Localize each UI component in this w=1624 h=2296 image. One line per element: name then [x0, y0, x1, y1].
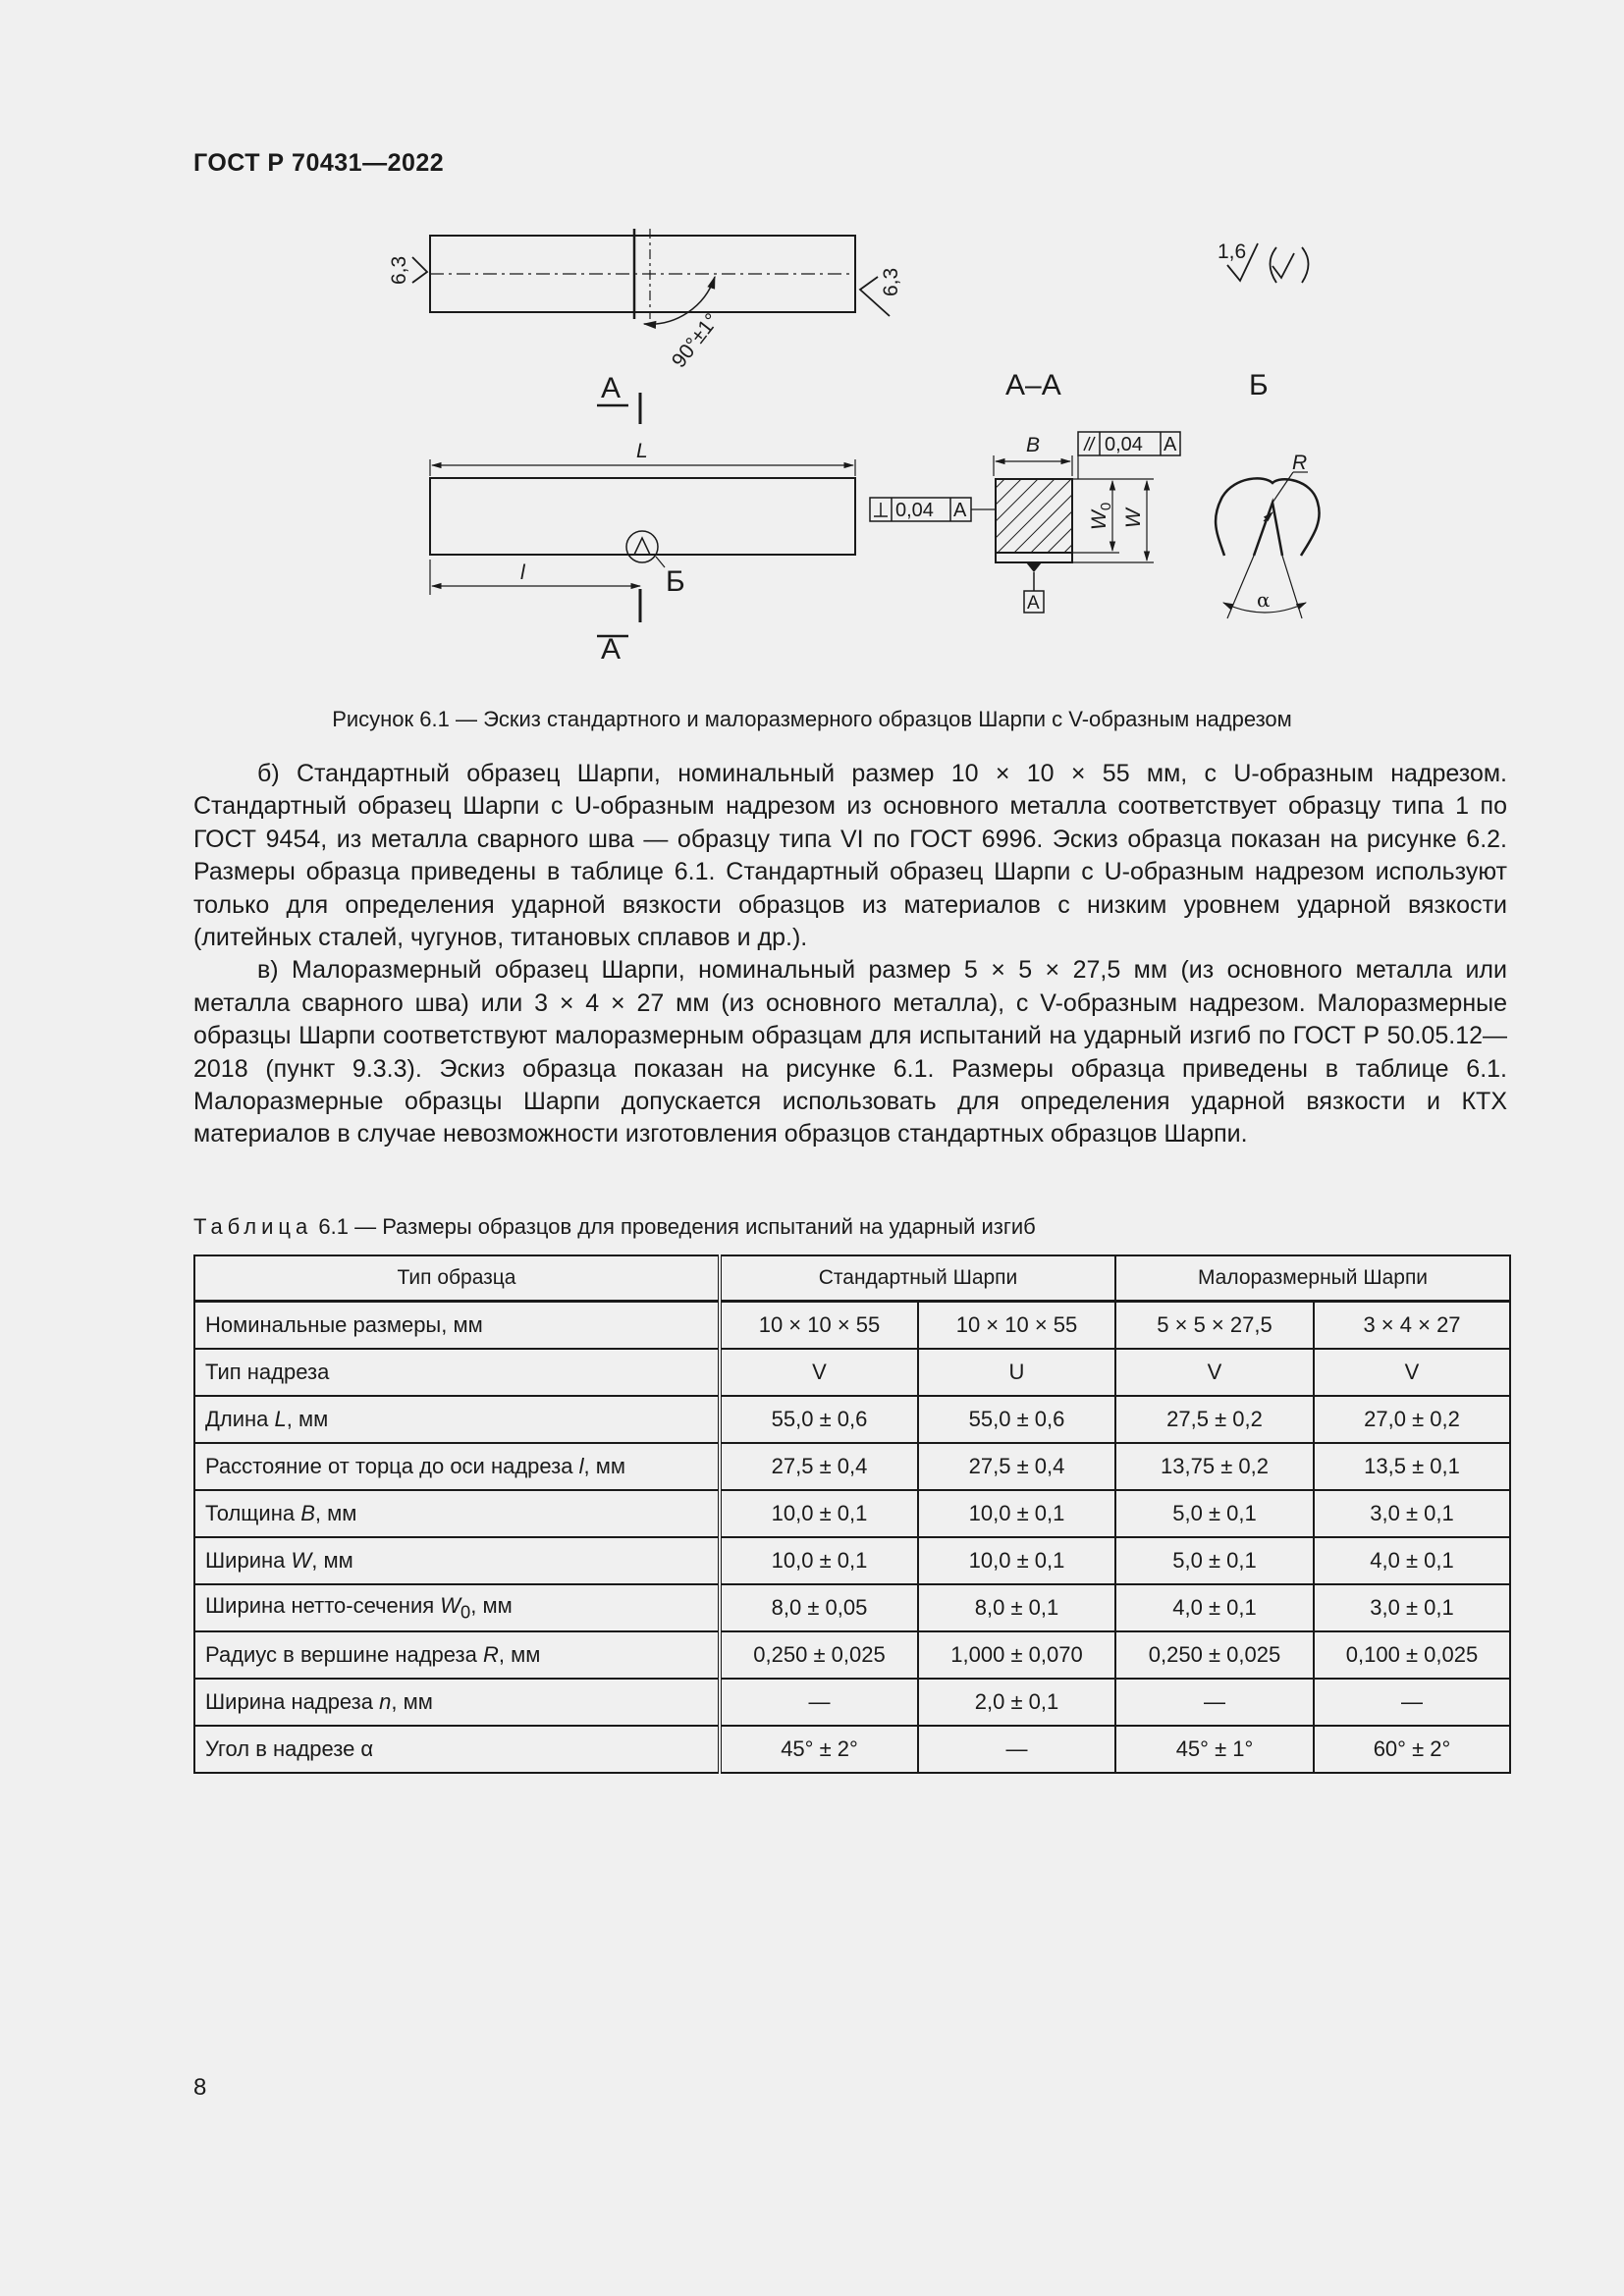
table-row	[194, 1302, 1510, 1350]
row-label-variable: B	[300, 1501, 315, 1525]
dim-alpha-label: α	[1257, 588, 1271, 612]
row-label-variable: l	[578, 1454, 584, 1478]
table-cell: 4,0 ± 0,1	[1115, 1584, 1314, 1631]
row-label-text: Ширина нетто-сечения	[205, 1592, 441, 1618]
table-row	[194, 1349, 1510, 1396]
row-label	[194, 1584, 720, 1631]
table-cell: V	[720, 1349, 918, 1396]
section-title: А–А	[1005, 369, 1061, 401]
row-label-unit: , мм	[286, 1407, 329, 1431]
header-small: Малоразмерный Шарпи	[1115, 1255, 1510, 1302]
angle-label: 90°±1°	[667, 308, 724, 373]
table-cell: V	[1314, 1349, 1510, 1396]
roughness-right: 6,3	[880, 267, 902, 296]
row-label-text: Ширина	[205, 1548, 292, 1573]
side-view	[430, 372, 855, 666]
detail-title: Б	[1249, 369, 1269, 401]
row-label-unit: , мм	[314, 1501, 357, 1525]
dim-W0-label: $W_0$	[1088, 502, 1114, 530]
dim-B-label: B	[1026, 434, 1041, 456]
table-cell: 13,75 ± 0,2	[1115, 1443, 1314, 1490]
row-label: Номинальные размеры, мм	[194, 1302, 720, 1350]
table-row	[194, 1679, 1510, 1726]
top-view	[388, 229, 902, 372]
table-row	[194, 1631, 1510, 1679]
table-cell: 45° ± 2°	[720, 1726, 918, 1773]
row-label-variable: W	[440, 1592, 461, 1618]
row-label	[194, 1537, 720, 1584]
table-row	[194, 1726, 1510, 1773]
dim-R-label: R	[1292, 452, 1308, 474]
table-cell: —	[918, 1726, 1115, 1773]
roughness-general-value: 1,6	[1218, 240, 1247, 263]
table-cell: 3,0 ± 0,1	[1314, 1490, 1510, 1537]
dim-L-label: L	[636, 440, 648, 462]
table-cell: U	[918, 1349, 1115, 1396]
header-standard: Стандартный Шарпи	[720, 1255, 1115, 1302]
table-row	[194, 1443, 1510, 1490]
general-roughness-symbol	[1218, 240, 1309, 283]
table-row	[194, 1490, 1510, 1537]
table-cell: 10,0 ± 0,1	[918, 1490, 1115, 1537]
detail-b	[1216, 369, 1320, 618]
table-cell: 27,0 ± 0,2	[1314, 1396, 1510, 1443]
table-row	[194, 1584, 1510, 1631]
paragraph-v: в) Малоразмерный образец Шарпи, номинальный размер 5 × 5 × 27,5 мм (из основного металла или металла сварного шва) или 3 × 4 × 27 мм (из основного металла), с V-образным надрезом. Малоразмерные образцы Шарпи соответствуют малоразмерным образцам для испытаний на ударный изгиб по ГОСТ Р 50.05.12—2018 (пункт 9.3.3). Эскиз образца показан на рисунке 6.1. Размеры образца приведены в таблице 6.1. Малоразмерные образцы Шарпи допускается использовать для определения ударной вязкости и КТХ материалов в случае невозможности изготовления образцов стандартных образцов Шарпи.	[193, 956, 1507, 1148]
table-cell: 10 × 10 × 55	[918, 1302, 1115, 1350]
detail-label: Б	[666, 565, 685, 598]
table-cell: 8,0 ± 0,1	[918, 1584, 1115, 1631]
row-label-unit: , мм	[391, 1689, 433, 1714]
figure-caption: Рисунок 6.1 — Эскиз стандартного и малоразмерного образцов Шарпи с V-образным надрезом	[332, 707, 1292, 731]
specimen-dimensions-table	[193, 1255, 1511, 1774]
parallelism-tolerance-frame	[1078, 432, 1180, 479]
row-label-text: Ширина надреза	[205, 1689, 380, 1714]
paragraph-b: б) Стандартный образец Шарпи, номинальный размер 10 × 10 × 55 мм, с U-образным надрезом. Стандартный образец Шарпи с U-образным надрезом из основного металла соответствует образцу типа 1 по ГОСТ 9454, из металла сварного шва — образцу типа VI по ГОСТ 6996. Эскиз образца показан на рисунке 6.2. Размеры образца приведены в таблице 6.1. Стандартный образец Шарпи с U-образным надрезом используют только для определения ударной вязкости образцов из материалов с низким уровнем ударной вязкости (литейных сталей, чугунов, титановых сплавов и др.).	[193, 760, 1507, 952]
table-cell: 10,0 ± 0,1	[918, 1537, 1115, 1584]
perpendicularity-value: 0,04	[895, 500, 934, 521]
table-cell: 8,0 ± 0,05	[720, 1584, 918, 1631]
row-label-variable: W	[291, 1548, 312, 1573]
row-label-unit: , мм	[311, 1548, 353, 1573]
row-label-subscript: 0	[460, 1601, 471, 1623]
table-cell: V	[1115, 1349, 1314, 1396]
row-label	[194, 1631, 720, 1679]
section-mark-bottom: А	[601, 633, 622, 666]
row-label	[194, 1396, 720, 1443]
table-cell: 27,5 ± 0,4	[720, 1443, 918, 1490]
table-cell: 27,5 ± 0,2	[1115, 1396, 1314, 1443]
row-label-variable: n	[379, 1689, 392, 1714]
table-cell: 5 × 5 × 27,5	[1115, 1302, 1314, 1350]
row-label-text: Длина	[205, 1407, 275, 1431]
dim-l-label: l	[520, 561, 525, 584]
table-cell: —	[1115, 1679, 1314, 1726]
table-cell: 0,250 ± 0,025	[1115, 1631, 1314, 1679]
table-cell: 5,0 ± 0,1	[1115, 1537, 1314, 1584]
header-specimen-type: Тип образца	[194, 1255, 720, 1302]
table-cell: 13,5 ± 0,1	[1314, 1443, 1510, 1490]
table-cell: 0,250 ± 0,025	[720, 1631, 918, 1679]
table-cell: 0,100 ± 0,025	[1314, 1631, 1510, 1679]
table-header-row	[194, 1255, 1510, 1302]
table-cell: 2,0 ± 0,1	[918, 1679, 1115, 1726]
specimen-drawing	[0, 0, 1624, 687]
row-label-text: Радиус в вершине надреза	[205, 1642, 483, 1667]
row-label-variable: L	[274, 1407, 287, 1431]
parallelism-datum: A	[1164, 434, 1177, 455]
table-cell: 10,0 ± 0,1	[720, 1537, 918, 1584]
table-cell: —	[720, 1679, 918, 1726]
roughness-left: 6,3	[388, 255, 410, 285]
table-row	[194, 1537, 1510, 1584]
row-label-text: Толщина	[205, 1501, 301, 1525]
table-cell: 10,0 ± 0,1	[720, 1490, 918, 1537]
figure-6-1	[0, 0, 1624, 687]
row-label	[194, 1679, 720, 1726]
row-label-unit: , мм	[583, 1454, 625, 1478]
table-cell: 45° ± 1°	[1115, 1726, 1314, 1773]
section-a-a	[870, 369, 1180, 614]
row-label: Тип надреза	[194, 1349, 720, 1396]
section-mark-top: А	[601, 372, 622, 404]
table-cell: 3,0 ± 0,1	[1314, 1584, 1510, 1631]
table-title-text: 6.1 — Размеры образцов для проведения испытаний на ударный изгиб	[318, 1214, 1036, 1239]
table-cell: 10 × 10 × 55	[720, 1302, 918, 1350]
perpendicularity-datum: A	[953, 500, 967, 521]
table-cell: 4,0 ± 0,1	[1314, 1537, 1510, 1584]
page-number: 8	[193, 2074, 207, 2101]
table-cell: 27,5 ± 0,4	[918, 1443, 1115, 1490]
table-cell: —	[1314, 1679, 1510, 1726]
table-cell: 1,000 ± 0,070	[918, 1631, 1115, 1679]
table-cell: 55,0 ± 0,6	[720, 1396, 918, 1443]
table-cell: 3 × 4 × 27	[1314, 1302, 1510, 1350]
row-label	[194, 1490, 720, 1537]
table-title-prefix: Таблица	[193, 1214, 313, 1239]
table-title	[193, 1214, 1036, 1240]
document-code: ГОСТ Р 70431—2022	[193, 149, 445, 177]
row-label-unit: , мм	[470, 1592, 513, 1618]
table-row	[194, 1396, 1510, 1443]
dim-W-label: W	[1122, 508, 1145, 528]
perpendicularity-tolerance-frame	[870, 498, 996, 521]
table-cell: 60° ± 2°	[1314, 1726, 1510, 1773]
table-body	[194, 1302, 1510, 1774]
row-label-variable: R	[482, 1642, 499, 1667]
parallelism-value: 0,04	[1105, 434, 1143, 455]
row-label-text: Расстояние от торца до оси надреза	[205, 1454, 579, 1478]
row-label-unit: , мм	[498, 1642, 541, 1667]
table-cell: 5,0 ± 0,1	[1115, 1490, 1314, 1537]
table-cell: 55,0 ± 0,6	[918, 1396, 1115, 1443]
datum-mark: A	[1027, 593, 1040, 614]
row-label: Угол в надрезе α	[194, 1726, 720, 1773]
body-text	[193, 758, 1507, 1151]
row-label	[194, 1443, 720, 1490]
